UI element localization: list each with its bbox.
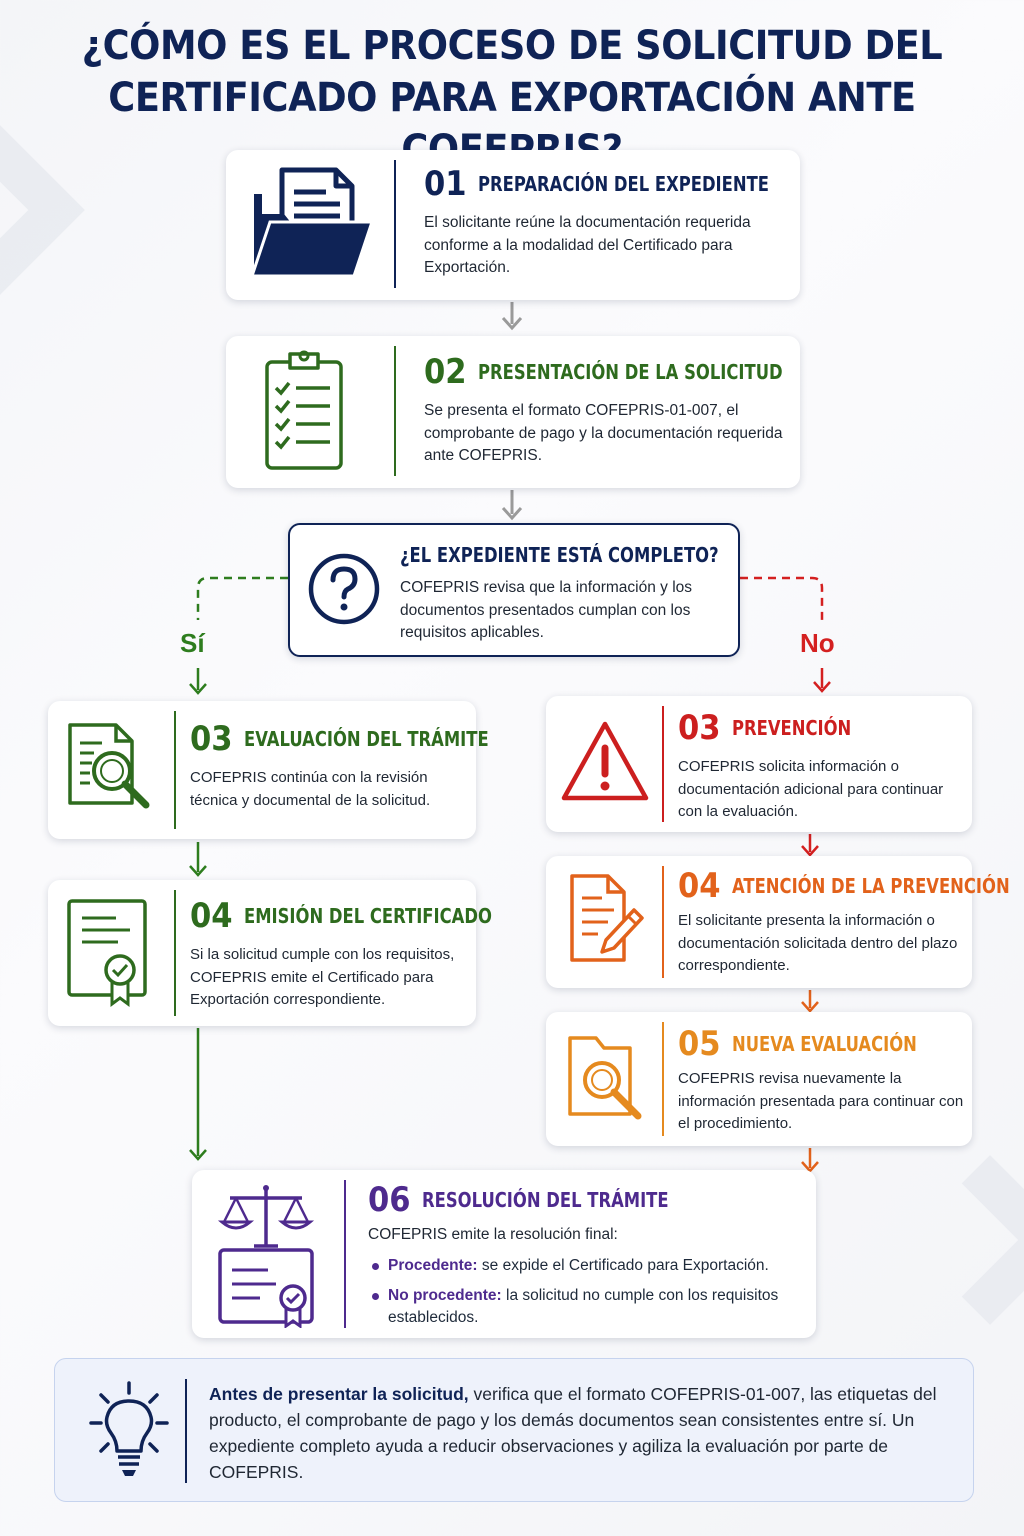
bullet-no-procedente: [368, 1285, 808, 1329]
step-01-card: [226, 150, 800, 300]
tip-divider: [185, 1379, 187, 1483]
step-02-card: [226, 336, 800, 488]
arrow-05-06: [802, 1148, 818, 1171]
step-number: 04: [678, 866, 721, 906]
step-03-prevention-card: [546, 696, 972, 832]
step-06-card: [192, 1170, 816, 1338]
step-04-attention-card: [546, 856, 1010, 988]
card-divider: [344, 1180, 346, 1328]
step-description: COFEPRIS revisa nuevamente la información presentada para continuar con el procedimiento.: [678, 1070, 964, 1132]
step-title: ATENCIÓN DE LA PREVENCIÓN: [731, 874, 1010, 898]
step-title: EVALUACIÓN DEL TRÁMITE: [243, 727, 489, 751]
warning-triangle-icon: [560, 718, 650, 809]
title-line-2: CERTIFICADO PARA EXPORTACIÓN ANTE: [108, 75, 916, 121]
arrow-04-05: [802, 990, 818, 1011]
card-divider: [662, 1022, 664, 1136]
yes-label: Sí: [180, 628, 205, 658]
certificate-icon: [66, 898, 150, 1013]
folder-document-icon: [248, 164, 374, 291]
step-intro: COFEPRIS emite la resolución final:: [368, 1226, 618, 1243]
decision-card: [288, 523, 740, 657]
step-number: 01: [424, 164, 467, 204]
step-title: PREVENCIÓN: [731, 716, 852, 740]
step-description: El solicitante reúne la documentación requerida conforme a la modalidad del Certificado para Exportación.: [424, 214, 751, 276]
card-divider: [662, 706, 664, 822]
arrow-03-04-yes: [190, 842, 206, 875]
bullet-procedente: [368, 1255, 808, 1277]
tip-body: verifica que el formato COFEPRIS-01-007, las etiquetas del producto, el comprobante de pago y los demás documentos sean consistentes entre sí. Un expediente completo ayuda a reducir observaciones y agiliza la evaluación por parte de COFEPRIS.: [209, 1384, 937, 1482]
step-number: 04: [190, 896, 233, 936]
bullet-text: la solicitud no cumple con los requisitos establecidos.: [388, 1286, 779, 1326]
card-divider: [394, 160, 396, 288]
decision-description: COFEPRIS revisa que la información y los documentos presentados cumplan con los requisitos aplicables.: [400, 579, 693, 641]
arrow-03-04-no: [802, 834, 818, 855]
step-description: Si la solicitud cumple con los requisitos, COFEPRIS emite el Certificado para Exportación correspondiente.: [190, 946, 455, 1008]
question-circle-icon: [306, 551, 382, 632]
document-magnifier-icon: [66, 721, 156, 818]
clipboard-checklist-icon: [264, 348, 344, 477]
card-divider: [174, 711, 176, 829]
bullet-text: se expide el Certificado para Exportación.: [477, 1256, 769, 1274]
step-number: 03: [190, 719, 233, 759]
step-title: PREPARACIÓN DEL EXPEDIENTE: [477, 172, 769, 196]
title-line-1: ¿CÓMO ES EL PROCESO DE SOLICITUD DEL: [81, 23, 943, 69]
step-number: 03: [678, 708, 721, 748]
step-title: EMISIÓN DEL CERTIFICADO: [243, 904, 492, 928]
step-number: 06: [368, 1180, 411, 1220]
folder-magnifier-icon: [566, 1030, 648, 1127]
lightbulb-icon: [89, 1381, 169, 1486]
arrow-02-decision: [503, 490, 521, 518]
bullet-label: Procedente:: [388, 1256, 478, 1274]
arrow-04-06: [190, 1028, 206, 1159]
decision-title: ¿EL EXPEDIENTE ESTÁ COMPLETO?: [400, 543, 719, 567]
bullet-label: No procedente:: [388, 1286, 502, 1304]
step-number: 02: [424, 352, 467, 392]
step-description: COFEPRIS solicita información o documentación adicional para continuar con la evaluación.: [678, 758, 944, 820]
step-04-issuance-card: [48, 880, 492, 1026]
tip-bold: Antes de presentar la solicitud,: [209, 1384, 469, 1404]
card-divider: [662, 866, 664, 978]
tip-text: [209, 1381, 949, 1485]
step-description: El solicitante presenta la información o documentación solicitada dentro del plazo correspondiente.: [678, 912, 958, 974]
step-description: Se presenta el formato COFEPRIS-01-007, el comprobante de pago y la documentación requerida ante COFEPRIS.: [424, 402, 783, 464]
tip-box: [54, 1358, 974, 1502]
step-number: 05: [678, 1024, 721, 1064]
arrow-01-02: [503, 302, 521, 328]
step-title: NUEVA EVALUACIÓN: [731, 1032, 917, 1056]
step-title: PRESENTACIÓN DE LA SOLICITUD: [477, 360, 783, 384]
document-pencil-icon: [568, 872, 648, 971]
step-description: COFEPRIS continúa con la revisión técnica y documental de la solicitud.: [190, 769, 431, 809]
step-05-card: [546, 1012, 972, 1146]
step-03-evaluation-card: [48, 701, 489, 839]
no-label: No: [800, 628, 835, 658]
card-divider: [174, 890, 176, 1016]
card-divider: [394, 346, 396, 476]
scales-certificate-icon: [216, 1180, 320, 1333]
step-title: RESOLUCIÓN DEL TRÁMITE: [421, 1188, 669, 1212]
